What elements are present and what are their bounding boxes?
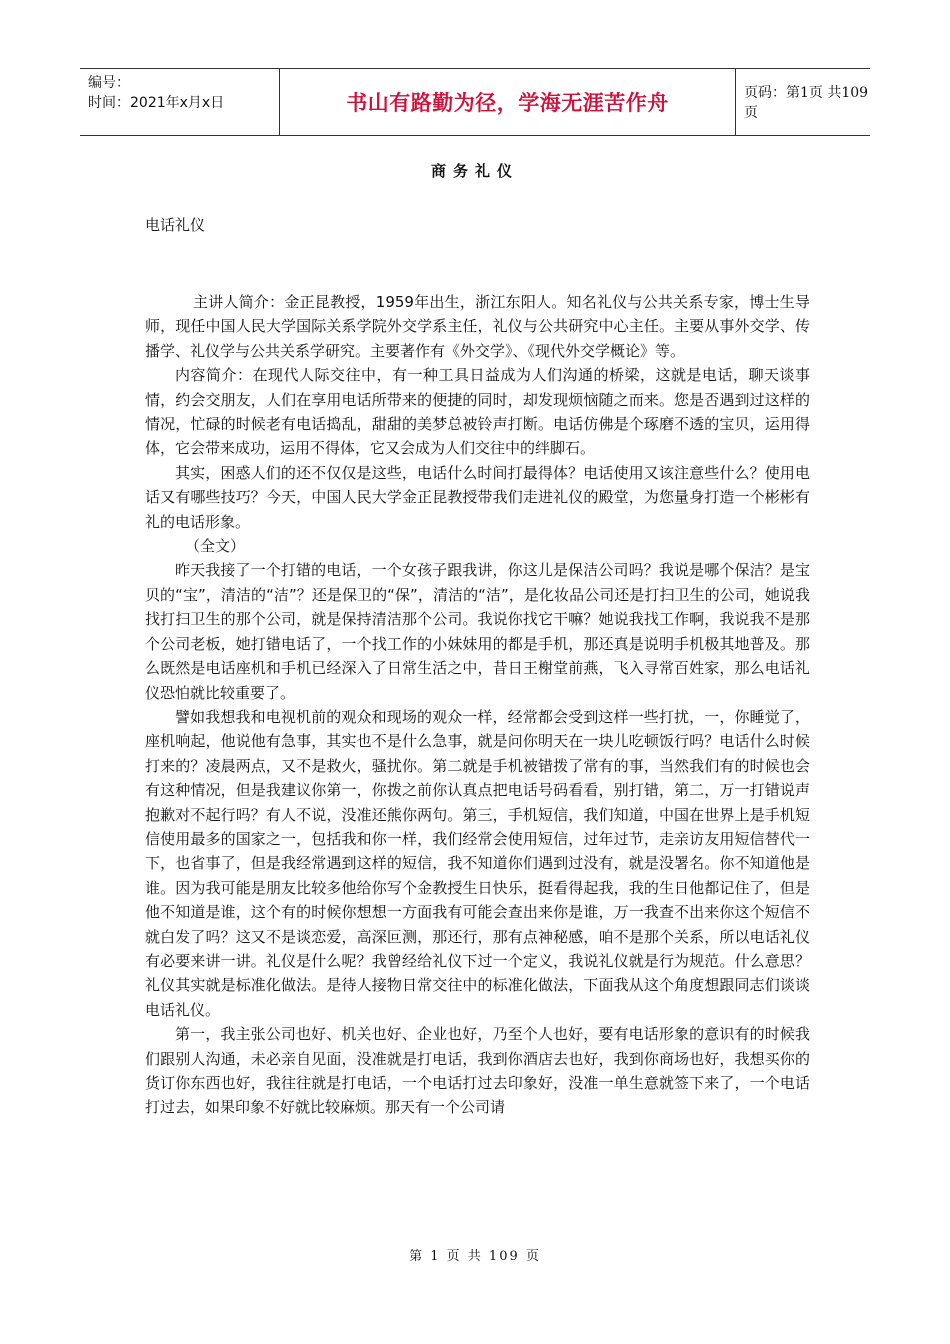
paragraph-wrong-number: 昨天我接了一个打错的电话，一个女孩子跟我讲，你这儿是保洁公司吗？我说是哪个保洁？是宝贝的“宝”，清洁的“洁”？还是保卫的“保”，清洁的“洁”，是化妆品公司还是打扫卫生的公司，她说我找打扫卫生的那个公司，就是保持清洁那个公司。我说你找它干嘛？她说我找工作啊，我说我不是那个公司老板，她打错电话了，一个找工作的小妹妹用的都是手机，那还真是说明手机极其地普及。那么既然是电话座机和手机已经深入了日常生活之中，昔日王榭堂前燕，飞入寻常百姓家，那么电话礼仪恐怕就比较重要了。	[145, 561, 810, 702]
date-label: 时间：2021年x月x日	[88, 95, 225, 111]
page-info: 页码：第1页 共109页	[744, 85, 869, 121]
document-title: 商务礼仪	[430, 162, 519, 180]
paragraph-speaker-intro: 主讲人简介：金正昆教授，1959年出生，浙江东阳人。知名礼仪与公共关系专家，博士生导师，现任中国人民大学国际关系学院外交学系主任，礼仪与公共研究中心主任。主要从事外交学、传播学、礼仪学与公共关系学研究。主要著作有《外交学》、《现代外交学概论》等。	[145, 293, 810, 360]
header-meta	[80, 69, 280, 135]
document-body	[145, 290, 810, 1120]
paragraph-questions: 其实，困惑人们的还不仅仅是这些，电话什么时间打最得体？电话使用又该注意些什么？使用电话又有哪些技巧？今天，中国人民大学金正昆教授带我们走进礼仪的殿堂，为您量身打造一个彬彬有礼的电话形象。	[145, 463, 810, 531]
paragraph-full-text-label: （全文）	[185, 537, 246, 556]
paragraph-disturbances: 譬如我想我和电视机前的观众和现场的观众一样，经常都会受到这样一些打扰，一，你睡觉了，座机响起，他说他有急事，其实也不是什么急事，就是问你明天在一块儿吃顿饭行吗？电话什么时候打来的？凌晨两点，又不是救火，骚扰你。第二就是手机被错拨了常有的事，当然我们有的时候也会有这种情况，但是我建议你第一，你拨之前你认真点把电话号码看看，别打错，第二，万一打错说声抱歉对不起行吗？有人不说，没准还熊你两句。第三，手机短信，我们知道，中国在世界上是手机短信使用最多的国家之一，包括我和你一样，我们经常会使用短信，过年过节，走亲访友用短信替代一下，也省事了，但是我经常遇到这样的短信，我不知道你们遇到过没有，就是没署名。你不知道他是谁。因为我可能是朋友比较多他给你写个金教授生日快乐，挺看得起我，我的生日他都记住了，但是他不知道是谁，这个有的时候你想想一方面我有可能会查出来你是谁，万一我查不出来你这个短信不就白发了吗？这又不是谈恋爱，高深叵测，那还行，那有点神秘感，咱不是那个关系，所以电话礼仪有必要来讲一讲。礼仪是什么呢？我曾经给礼仪下过一个定义，我说礼仪就是行为规范。什么意思？礼仪其实就是标准化做法。是待人接物日常交往中的标准化做法，下面我从这个角度想跟同志们谈谈电话礼仪。	[145, 707, 810, 1019]
paragraph-phone-image: 第一，我主张公司也好、机关也好、企业也好，乃至个人也好，要有电话形象的意识有的时候我们跟别人沟通，未必亲自见面，没准就是打电话，我到你酒店去也好，我到你商场也好，我想买你的货订你东西也好，我往往就是打电话，一个电话打过去印象好，没准一单生意就签下来了，一个电话打过去，如果印象不好就比较麻烦。那天有一个公司请	[145, 1025, 810, 1117]
serial-label: 编号：	[88, 75, 130, 91]
motto: 书山有路勤为径，学海无涯苦作舟	[280, 69, 736, 135]
header-table	[80, 68, 870, 136]
paragraph-content-intro: 内容简介：在现代人际交往中，有一种工具日益成为人们沟通的桥梁，这就是电话，聊天谈事情，约会交朋友，人们在享用电话所带来的便捷的同时，却发现烦恼随之而来。您是否遇到过这样的情况，忙碌的时候老有电话捣乱，甜甜的美梦总被铃声打断。电话仿佛是个琢磨不透的宝贝，运用得体，它会带来成功，运用不得体，它又会成为人们交往中的绊脚石。	[145, 366, 810, 458]
footer-page-number: 第 1 页 共 109 页	[409, 1249, 541, 1264]
section-title: 电话礼仪	[145, 216, 206, 234]
